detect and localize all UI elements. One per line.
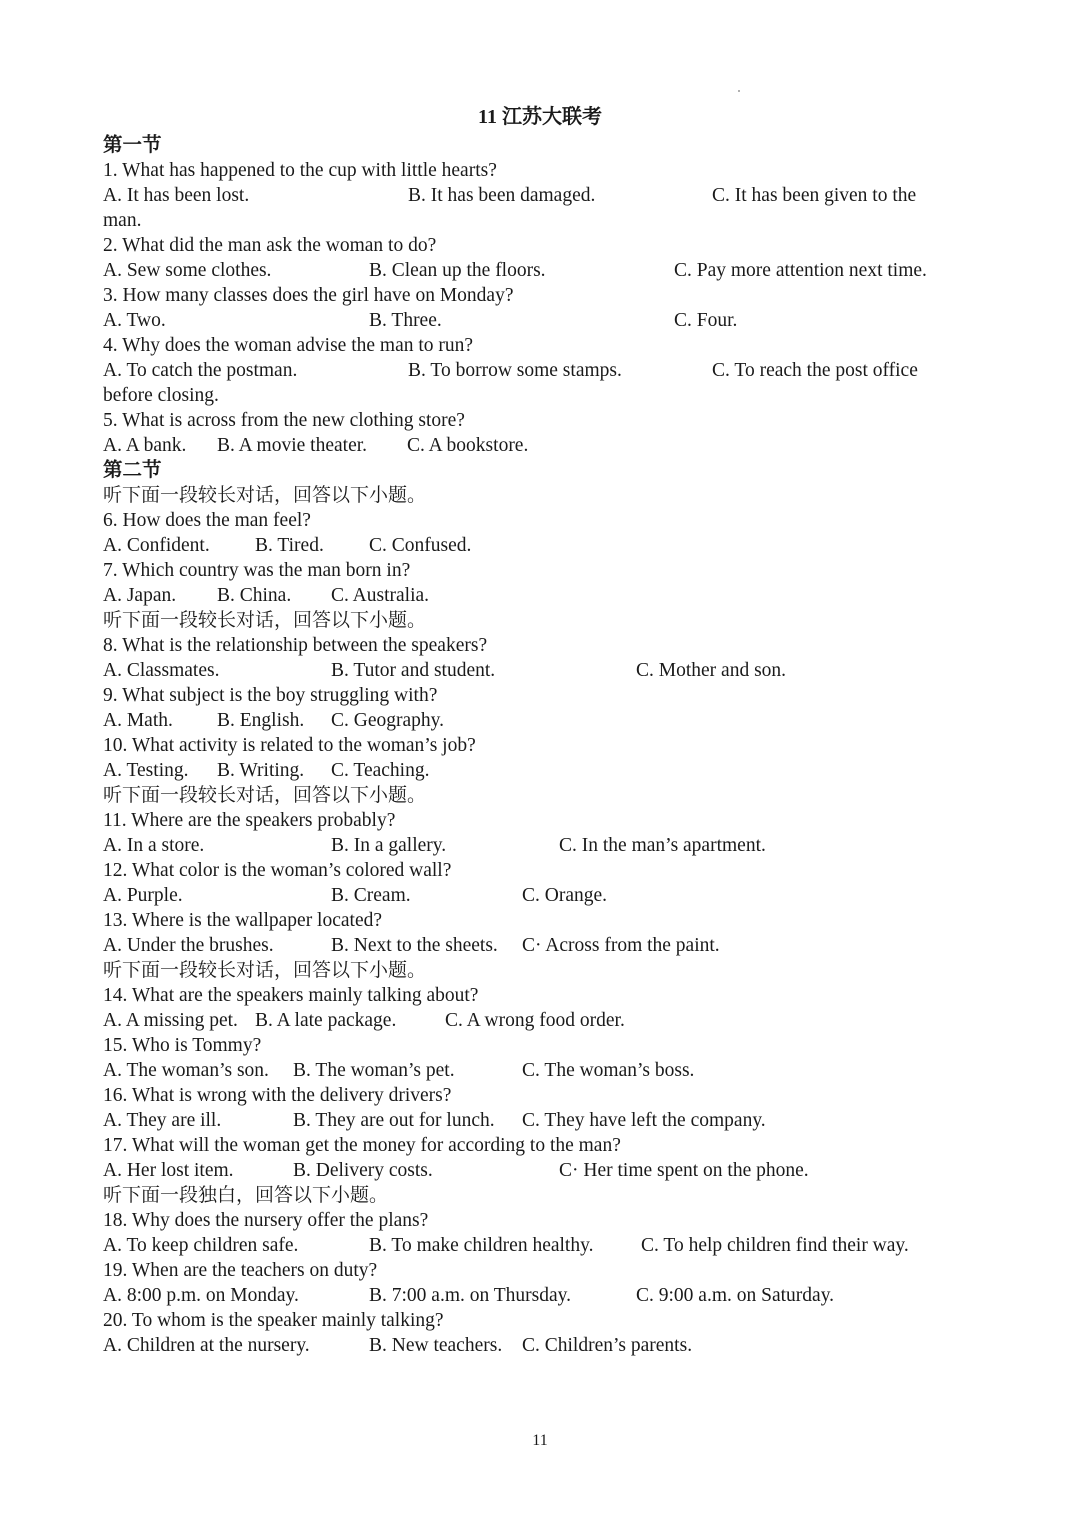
- question-line-text: 4. Why does the woman advise the man to run?: [103, 335, 474, 356]
- question-line: [103, 1033, 983, 1058]
- option-b: B. Writing.: [217, 760, 305, 781]
- question-line: [103, 683, 983, 708]
- option-a: A. It has been lost.: [103, 185, 250, 206]
- option-c: C. Orange.: [522, 885, 608, 906]
- question-line-text: 14. What are the speakers mainly talking about?: [103, 985, 479, 1006]
- options-row: [103, 1158, 983, 1183]
- options-row: [103, 1108, 983, 1133]
- option-b: B. Next to the sheets.: [331, 935, 498, 956]
- option-b: B. The woman’s pet.: [293, 1060, 455, 1081]
- question-line-text: 10. What activity is related to the woman’s job?: [103, 735, 476, 756]
- section-heading-text: 第一节: [103, 135, 162, 156]
- instruction-line-text: 听下面一段较长对话，回答以下小题。: [103, 610, 427, 631]
- option-c: C. To reach the post office: [712, 360, 918, 381]
- options-row: [103, 658, 983, 683]
- option-c: C. Pay more attention next time.: [674, 260, 927, 281]
- question-line: [103, 233, 983, 258]
- options-row: [103, 583, 983, 608]
- options-row: [103, 1283, 983, 1308]
- options-row: [103, 833, 983, 858]
- option-a: A. In a store.: [103, 835, 205, 856]
- question-line-text: 13. Where is the wallpaper located?: [103, 910, 383, 931]
- option-a: A. 8:00 p.m. on Monday.: [103, 1285, 299, 1306]
- option-a: A. To keep children safe.: [103, 1235, 299, 1256]
- option-c: C· Her time spent on the phone.: [559, 1160, 809, 1181]
- question-line: [103, 1308, 983, 1333]
- question-line: [103, 283, 983, 308]
- option-a: A. Her lost item.: [103, 1160, 234, 1181]
- question-line: [103, 858, 983, 883]
- option-a: A. Two.: [103, 310, 166, 331]
- option-c: C. Australia.: [331, 585, 430, 606]
- option-a: A. The woman’s son.: [103, 1060, 269, 1081]
- section-heading: [103, 133, 983, 158]
- options-row: [103, 933, 983, 958]
- option-b: B. New teachers.: [369, 1335, 503, 1356]
- question-line-text: 15. Who is Tommy?: [103, 1035, 262, 1056]
- question-line-text: 16. What is wrong with the delivery drivers?: [103, 1085, 452, 1106]
- question-line-text: 18. Why does the nursery offer the plans?: [103, 1210, 429, 1231]
- question-line: [103, 733, 983, 758]
- option-c: C. In the man’s apartment.: [559, 835, 766, 856]
- option-c: C. Teaching.: [331, 760, 430, 781]
- question-line-text: 1. What has happened to the cup with little hearts?: [103, 160, 497, 181]
- options-row: [103, 883, 983, 908]
- question-line-text: 6. How does the man feel?: [103, 510, 311, 531]
- option-a: A. A bank.: [103, 435, 187, 456]
- question-line-text: 17. What will the woman get the money for according to the man?: [103, 1135, 621, 1156]
- question-line-text: 2. What did the man ask the woman to do?: [103, 235, 437, 256]
- question-line: [103, 383, 983, 408]
- question-line-text: 7. Which country was the man born in?: [103, 560, 411, 581]
- option-c: C· Across from the paint.: [522, 935, 720, 956]
- option-b: B. It has been damaged.: [408, 185, 596, 206]
- option-a: A. Sew some clothes.: [103, 260, 272, 281]
- option-b: B. Three.: [369, 310, 442, 331]
- option-a: A. Under the brushes.: [103, 935, 274, 956]
- option-b: B. China.: [217, 585, 292, 606]
- options-row: [103, 183, 983, 208]
- option-c: C. 9:00 a.m. on Saturday.: [636, 1285, 835, 1306]
- option-b: B. 7:00 a.m. on Thursday.: [369, 1285, 572, 1306]
- option-c: C. A wrong food order.: [445, 1010, 625, 1031]
- option-c: C. Four.: [674, 310, 738, 331]
- question-line: [103, 408, 983, 433]
- option-c: C. The woman’s boss.: [522, 1060, 695, 1081]
- option-a: A. Testing.: [103, 760, 189, 781]
- option-b: B. Clean up the floors.: [369, 260, 546, 281]
- option-b: B. A late package.: [255, 1010, 397, 1031]
- instruction-line: [103, 483, 983, 508]
- option-b: B. Tutor and student.: [331, 660, 496, 681]
- question-line: [103, 333, 983, 358]
- question-line: [103, 208, 983, 233]
- question-line: [103, 558, 983, 583]
- page-number: 11: [532, 1432, 548, 1449]
- question-line: [103, 158, 983, 183]
- option-a: A. Children at the nursery.: [103, 1335, 310, 1356]
- option-c: C. Confused.: [369, 535, 472, 556]
- option-b: B. To make children healthy.: [369, 1235, 594, 1256]
- section-heading-text: 第二节: [103, 460, 162, 481]
- instruction-line-text: 听下面一段较长对话，回答以下小题。: [103, 785, 427, 806]
- option-c: C. Mother and son.: [636, 660, 787, 681]
- question-line: [103, 983, 983, 1008]
- options-row: [103, 308, 983, 333]
- option-c: C. It has been given to the: [712, 185, 917, 206]
- option-a: A. Math.: [103, 710, 173, 731]
- option-b: B. Delivery costs.: [293, 1160, 433, 1181]
- question-line: [103, 1208, 983, 1233]
- question-line-text: 19. When are the teachers on duty?: [103, 1260, 378, 1281]
- question-line: [103, 508, 983, 533]
- options-row: [103, 1008, 983, 1033]
- scan-dot: [738, 90, 740, 92]
- question-line-text: 11. Where are the speakers probably?: [103, 810, 396, 831]
- options-row: [103, 708, 983, 733]
- options-row: [103, 258, 983, 283]
- option-b: B. Cream.: [331, 885, 411, 906]
- option-b: B. To borrow some stamps.: [408, 360, 622, 381]
- option-a: A. To catch the postman.: [103, 360, 298, 381]
- option-a: A. Confident.: [103, 535, 210, 556]
- option-a: A. Classmates.: [103, 660, 220, 681]
- question-line: [103, 1133, 983, 1158]
- instruction-line: [103, 783, 983, 808]
- document-title: 11 江苏大联考: [478, 106, 602, 128]
- option-a: A. Japan.: [103, 585, 177, 606]
- question-line-text: 5. What is across from the new clothing store?: [103, 410, 465, 431]
- option-c: C. Geography.: [331, 710, 445, 731]
- options-row: [103, 1333, 983, 1358]
- instruction-line: [103, 1183, 983, 1208]
- question-line: [103, 808, 983, 833]
- option-b: B. They are out for lunch.: [293, 1110, 495, 1131]
- question-line-text: 3. How many classes does the girl have on Monday?: [103, 285, 514, 306]
- options-row: [103, 758, 983, 783]
- option-c: C. They have left the company.: [522, 1110, 766, 1131]
- instruction-line: [103, 608, 983, 633]
- question-line-text: 12. What color is the woman’s colored wall?: [103, 860, 452, 881]
- question-line: [103, 633, 983, 658]
- question-line: [103, 1258, 983, 1283]
- section-heading: [103, 458, 983, 483]
- option-c: C. To help children find their way.: [641, 1235, 909, 1256]
- option-c: C. A bookstore.: [407, 435, 529, 456]
- instruction-line-text: 听下面一段较长对话，回答以下小题。: [103, 485, 427, 506]
- options-row: [103, 1233, 983, 1258]
- instruction-line-text: 听下面一段独白，回答以下小题。: [103, 1185, 389, 1206]
- option-a: A. Purple.: [103, 885, 183, 906]
- question-line-text: 20. To whom is the speaker mainly talking?: [103, 1310, 444, 1331]
- option-c: C. Children’s parents.: [522, 1335, 693, 1356]
- question-line-text: 9. What subject is the boy struggling with?: [103, 685, 438, 706]
- instruction-line-text: 听下面一段较长对话，回答以下小题。: [103, 960, 427, 981]
- option-b: B. A movie theater.: [217, 435, 368, 456]
- question-line-text: man.: [103, 210, 142, 231]
- options-row: [103, 358, 983, 383]
- instruction-line: [103, 958, 983, 983]
- question-line-text: 8. What is the relationship between the speakers?: [103, 635, 488, 656]
- question-line: [103, 1083, 983, 1108]
- question-list: [103, 133, 983, 1358]
- option-a: A. A missing pet.: [103, 1010, 238, 1031]
- option-a: A. They are ill.: [103, 1110, 222, 1131]
- question-line-text: before closing.: [103, 385, 219, 406]
- question-line: [103, 908, 983, 933]
- options-row: [103, 433, 983, 458]
- option-b: B. English.: [217, 710, 305, 731]
- options-row: [103, 533, 983, 558]
- options-row: [103, 1058, 983, 1083]
- option-b: B. Tired.: [255, 535, 324, 556]
- option-b: B. In a gallery.: [331, 835, 447, 856]
